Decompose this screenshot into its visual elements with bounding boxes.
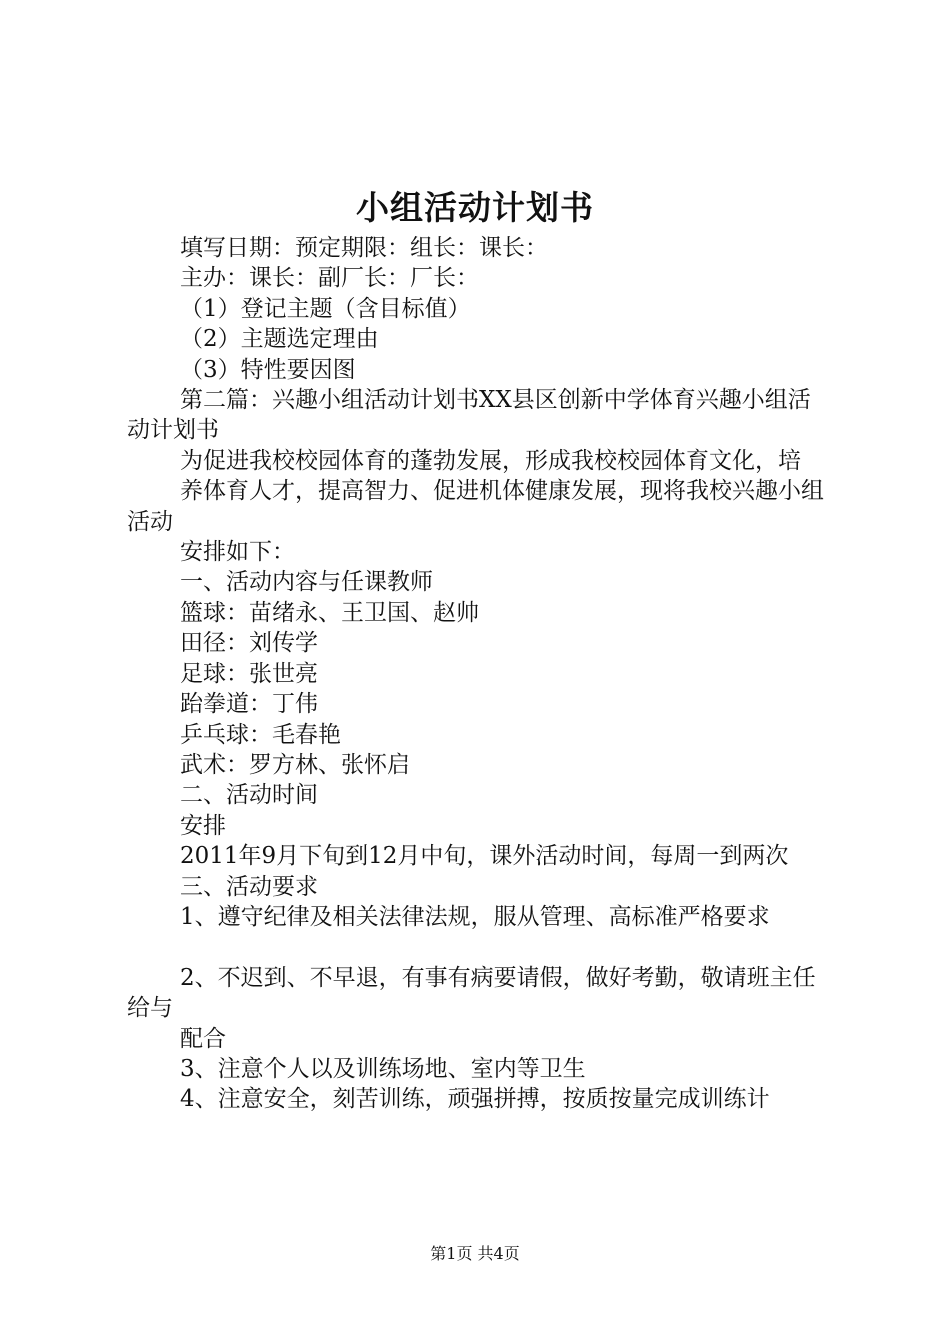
page-footer: 第1页 共4页 (430, 1244, 520, 1263)
paragraph: 为促进我校校园体育的蓬勃发展，形成我校校园体育文化，培 (180, 447, 801, 474)
blank-line (127, 932, 833, 962)
list-item: 乒乓球：毛春艳 (180, 721, 341, 748)
list-item: 篮球：苗绪永、王卫国、赵帅 (180, 599, 479, 626)
paragraph: 安排如下： (180, 539, 295, 566)
document-body (127, 233, 833, 1115)
list-item: 武术：罗方林、张怀启 (180, 751, 410, 778)
paragraph: 养体育人才，提高智力、促进机体健康发展，现将我校兴趣小组活动 (127, 478, 824, 535)
list-item: 2、不迟到、不早退，有事有病要请假，做好考勤，敬请班主任给与 (127, 964, 816, 1022)
section-heading: 一、活动内容与任课教师 (180, 569, 433, 596)
document-title: 小组活动计划书 (356, 188, 594, 227)
section-heading: 三、活动要求 (180, 873, 318, 900)
paragraph: 安排 (180, 812, 226, 839)
paragraph: （1）登记主题（含目标值） (180, 295, 471, 322)
paragraph: （2）主题选定理由 (180, 326, 379, 353)
paragraph: 填写日期：预定期限：组长：课长： (180, 235, 548, 261)
section-heading: 二、活动时间 (180, 782, 318, 809)
paragraph: 2011年9月下旬到12月中旬，课外活动时间，每周一到两次 (180, 843, 789, 870)
paragraph: 主办：课长：副厂长：厂长： (180, 265, 479, 292)
list-item: 跆拳道：丁伟 (180, 691, 318, 718)
list-item: 足球：张世亮 (180, 660, 318, 687)
list-item: 1、遵守纪律及相关法律法规，服从管理、高标准严格要求 (180, 903, 770, 930)
paragraph: （3）特性要因图 (180, 356, 356, 383)
list-item: 4、注意安全，刻苦训练，顽强拼搏，按质按量完成训练计 (180, 1086, 770, 1113)
list-item: 田径：刘传学 (180, 630, 318, 657)
paragraph: 第二篇：兴趣小组活动计划书XX县区创新中学体育兴趣小组活动计划书 (127, 387, 811, 444)
list-item: 3、注意个人以及训练场地、室内等卫生 (180, 1055, 586, 1082)
paragraph: 配合 (180, 1025, 226, 1052)
